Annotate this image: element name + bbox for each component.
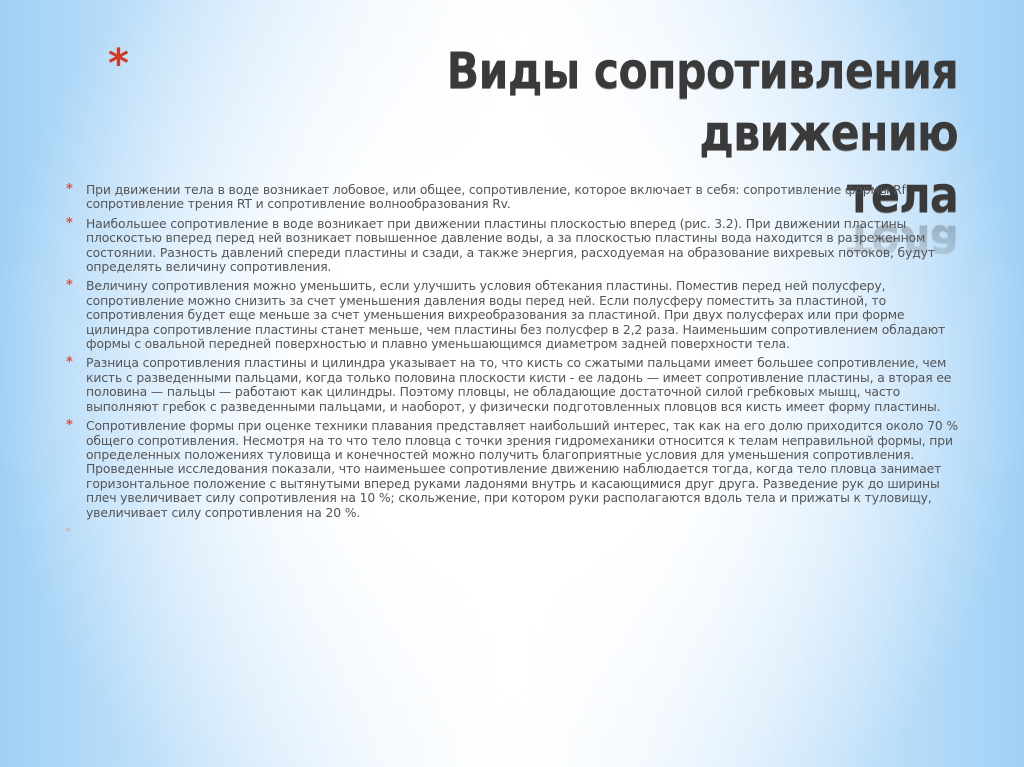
list-item-text: Величину сопротивления можно уменьшить, если улучшить условия обтекания пластины. Поместив перед ней полусферу, сопротивление можно снизить за счет уменьшения давления воды перед ней. Если полусферу поместить за пластиной, то сопротивления будет еще меньше за счет уменьшения вихреобразования за пластиной. При двух полусферах или при форме цилиндра сопротивление пластины станет меньше, чем пластины без полусфер в 2,2 раза. Наименьшим сопротивлением обладают формы с овальной передней поверхностью и плавно уменьшающимся диаметром задней поверхности тела. <box>86 278 946 352</box>
asterisk-bullet-icon: * <box>66 418 73 434</box>
slide-title-line-2: тела <box>846 166 958 224</box>
list-item <box>66 419 966 520</box>
list-item-text <box>86 525 966 539</box>
asterisk-bullet-icon: * <box>66 278 73 294</box>
list-item <box>66 356 966 414</box>
list-item-text: Сопротивление формы при оценке техники плавания представляет наибольший интерес, так как на его долю приходится около 70 % общего сопротивления. Несмотря на то что тело пловца с точки зрения гидромеханики относится к телам неправильной формы, при определенных положениях туловища и конечностей можно получить благоприятные условия для уменьшения сопротивления. Проведенные исследования показали, что наименьшее сопротивление движению наблюдается тогда, когда тело пловца занимает горизонтальное положение с вытянутыми вперед руками ладонями внутрь и касающимися друг друга. Разведение рук до ширины плеч увеличивает силу сопротивления на 10 %; скольжение, при котором руки располагаются вдоль тела и прижаты к туловищу, увеличивает силу сопротивления на 20 %. <box>86 418 958 520</box>
list-item <box>66 279 966 351</box>
slide-title-line-1: Виды сопротивления движению <box>446 42 958 162</box>
list-item-text: Разница сопротивления пластины и цилиндра указывает на то, что кисть со сжатыми пальцами имеет большее сопротивление, чем кисть с разведенными пальцами, когда только половина плоскости кисти - ее ладонь — имеет сопротивление пластины, а вторая ее половина — пальцы — работают как цилиндры. Поэтому пловцы, не обладающие достаточной силой гребковых мышц, часто выполняют гребок с разведенными пальцами, и наоборот, у физически подготовленных пловцов вся кисть имеет форму пластины. <box>86 355 952 414</box>
list-item <box>66 183 966 212</box>
asterisk-bullet-icon: * <box>66 182 73 197</box>
asterisk-bullet-icon: * <box>66 215 73 231</box>
bullet-list <box>66 183 966 544</box>
asterisk-bullet-icon: * <box>108 41 129 87</box>
list-item-text: Наибольшее сопротивление в воде возникает при движении пластины плоскостью вперед (рис. 3.2). При движении пластины плоскостью вперед перед ней возникает повышенное давление воды, а за плоскостью пластины вода находится в разреженном состоянии. Разность давлений спереди пластины и сзади, а также энергия, расходуемая на образование вихревых потоков, будут определять величину сопротивления. <box>86 215 935 275</box>
list-item <box>66 217 966 275</box>
asterisk-bullet-icon: * <box>66 526 71 537</box>
list-item-text: При движении тела в воде возникает лобовое, или общее, сопротивление, которое включает в себя: сопротивление формы Rf, сопротивление трения RT и сопротивление волнообразования Rv. <box>86 182 910 212</box>
list-item-empty <box>66 525 966 539</box>
asterisk-bullet-icon: * <box>66 355 73 371</box>
